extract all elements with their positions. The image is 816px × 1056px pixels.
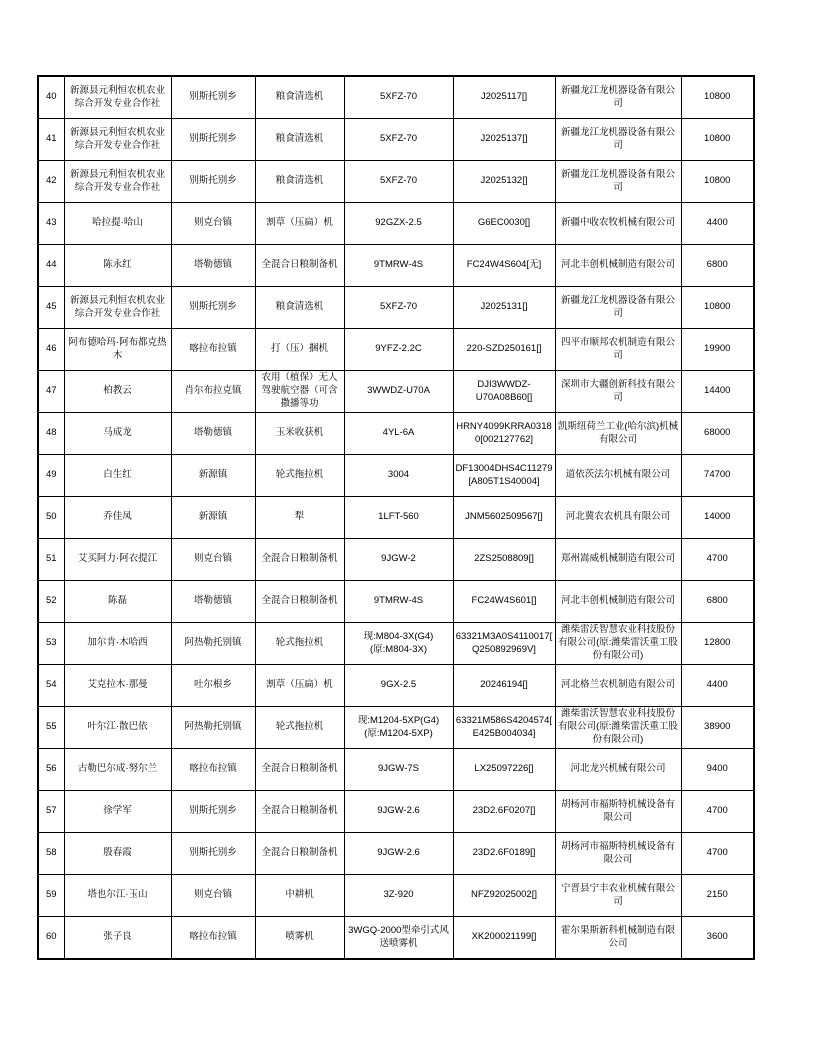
cell-serial: NFZ92025002[] bbox=[453, 875, 555, 917]
table-row bbox=[38, 581, 754, 623]
cell-manufacturer: 道依茨法尔机械有限公司 bbox=[555, 455, 681, 497]
cell-amount: 10800 bbox=[681, 161, 754, 203]
cell-serial: G6EC0030[] bbox=[453, 203, 555, 245]
cell-manufacturer: 凯斯纽荷兰工业(哈尔滨)机械有限公司 bbox=[555, 413, 681, 455]
table-row bbox=[38, 329, 754, 371]
cell-serial: 23D2.6F0207[] bbox=[453, 791, 555, 833]
table-row bbox=[38, 665, 754, 707]
cell-serial: J2025117[] bbox=[453, 76, 555, 119]
cell-no: 40 bbox=[38, 76, 64, 119]
cell-name: 哈拉提·哈山 bbox=[64, 203, 171, 245]
cell-manufacturer: 霍尔果斯新科机械制造有限公司 bbox=[555, 917, 681, 960]
cell-serial: HRNY4099KRRA03180[002127762] bbox=[453, 413, 555, 455]
cell-name: 殷春霞 bbox=[64, 833, 171, 875]
cell-town: 别斯托别乡 bbox=[171, 287, 255, 329]
table-row bbox=[38, 917, 754, 960]
cell-amount: 4400 bbox=[681, 203, 754, 245]
cell-machine-type: 全混合日粮制备机 bbox=[255, 791, 344, 833]
cell-amount: 10800 bbox=[681, 119, 754, 161]
cell-machine-type: 犁 bbox=[255, 497, 344, 539]
cell-no: 50 bbox=[38, 497, 64, 539]
cell-town: 喀拉布拉镇 bbox=[171, 749, 255, 791]
cell-town: 新源镇 bbox=[171, 455, 255, 497]
cell-name: 陈磊 bbox=[64, 581, 171, 623]
cell-manufacturer: 潍柴雷沃智慧农业科技股份有限公司(原:潍柴雷沃重工股份有限公司) bbox=[555, 623, 681, 665]
cell-amount: 6800 bbox=[681, 581, 754, 623]
table-row bbox=[38, 119, 754, 161]
cell-town: 塔勒德镇 bbox=[171, 581, 255, 623]
cell-machine-type: 轮式拖拉机 bbox=[255, 623, 344, 665]
cell-amount: 14000 bbox=[681, 497, 754, 539]
cell-no: 57 bbox=[38, 791, 64, 833]
cell-model: 3004 bbox=[344, 455, 453, 497]
cell-amount: 12800 bbox=[681, 623, 754, 665]
table-row bbox=[38, 371, 754, 413]
cell-name: 加尔肯·木哈西 bbox=[64, 623, 171, 665]
table-row bbox=[38, 539, 754, 581]
table-row bbox=[38, 287, 754, 329]
cell-serial: 63321M3A0S4110017[Q250892969V] bbox=[453, 623, 555, 665]
cell-manufacturer: 胡杨河市福斯特机械设备有限公司 bbox=[555, 833, 681, 875]
cell-amount: 68000 bbox=[681, 413, 754, 455]
cell-serial: XK200021199[] bbox=[453, 917, 555, 960]
cell-town: 则克台镇 bbox=[171, 539, 255, 581]
cell-town: 别斯托别乡 bbox=[171, 161, 255, 203]
table-row bbox=[38, 245, 754, 287]
cell-no: 41 bbox=[38, 119, 64, 161]
cell-machine-type: 全混合日粮制备机 bbox=[255, 749, 344, 791]
cell-model: 9JGW-2.6 bbox=[344, 791, 453, 833]
cell-manufacturer: 郑州嵩威机械制造有限公司 bbox=[555, 539, 681, 581]
table-body bbox=[38, 76, 754, 959]
cell-name: 徐学军 bbox=[64, 791, 171, 833]
cell-no: 56 bbox=[38, 749, 64, 791]
table-row bbox=[38, 791, 754, 833]
cell-machine-type: 农用（植保）无人驾驶航空器（可含撒播等功 bbox=[255, 371, 344, 413]
table-row bbox=[38, 707, 754, 749]
cell-town: 阿热勒托别镇 bbox=[171, 707, 255, 749]
cell-serial: FC24W4S604[无] bbox=[453, 245, 555, 287]
cell-machine-type: 全混合日粮制备机 bbox=[255, 833, 344, 875]
cell-manufacturer: 河北丰创机械制造有限公司 bbox=[555, 245, 681, 287]
cell-name: 艾买阿力·阿衣提江 bbox=[64, 539, 171, 581]
cell-manufacturer: 河北冀农农机具有限公司 bbox=[555, 497, 681, 539]
cell-name: 阿布德哈玛·阿布都克热木 bbox=[64, 329, 171, 371]
cell-machine-type: 粮食清选机 bbox=[255, 161, 344, 203]
cell-town: 别斯托别乡 bbox=[171, 833, 255, 875]
cell-manufacturer: 河北丰创机械制造有限公司 bbox=[555, 581, 681, 623]
cell-town: 喀拉布拉镇 bbox=[171, 329, 255, 371]
cell-serial: J2025131[] bbox=[453, 287, 555, 329]
cell-amount: 10800 bbox=[681, 76, 754, 119]
cell-model: 5XFZ-70 bbox=[344, 161, 453, 203]
cell-no: 58 bbox=[38, 833, 64, 875]
table-row bbox=[38, 833, 754, 875]
subsidy-table bbox=[37, 75, 755, 960]
cell-name: 叶尔江·散巴依 bbox=[64, 707, 171, 749]
cell-model: 5XFZ-70 bbox=[344, 287, 453, 329]
cell-model: 9GX-2.5 bbox=[344, 665, 453, 707]
cell-town: 阿热勒托别镇 bbox=[171, 623, 255, 665]
cell-no: 49 bbox=[38, 455, 64, 497]
table-row bbox=[38, 875, 754, 917]
cell-machine-type: 轮式拖拉机 bbox=[255, 455, 344, 497]
cell-machine-type: 全混合日粮制备机 bbox=[255, 539, 344, 581]
cell-town: 别斯托别乡 bbox=[171, 791, 255, 833]
cell-manufacturer: 新疆龙江龙机器设备有限公司 bbox=[555, 161, 681, 203]
table-row bbox=[38, 76, 754, 119]
cell-no: 48 bbox=[38, 413, 64, 455]
cell-no: 45 bbox=[38, 287, 64, 329]
cell-manufacturer: 新疆中收农牧机械有限公司 bbox=[555, 203, 681, 245]
cell-model: 9TMRW-4S bbox=[344, 245, 453, 287]
cell-town: 则克台镇 bbox=[171, 203, 255, 245]
cell-amount: 4700 bbox=[681, 833, 754, 875]
table-row bbox=[38, 203, 754, 245]
cell-machine-type: 割草（压扁）机 bbox=[255, 203, 344, 245]
table-row bbox=[38, 455, 754, 497]
cell-town: 新源镇 bbox=[171, 497, 255, 539]
cell-serial: J2025132[] bbox=[453, 161, 555, 203]
cell-model: 9JGW-2.6 bbox=[344, 833, 453, 875]
cell-amount: 6800 bbox=[681, 245, 754, 287]
cell-machine-type: 粮食清选机 bbox=[255, 119, 344, 161]
cell-town: 喀拉布拉镇 bbox=[171, 917, 255, 960]
cell-town: 别斯托别乡 bbox=[171, 76, 255, 119]
cell-machine-type: 轮式拖拉机 bbox=[255, 707, 344, 749]
cell-model: 9YFZ-2.2C bbox=[344, 329, 453, 371]
cell-town: 塔勒德镇 bbox=[171, 413, 255, 455]
cell-amount: 3600 bbox=[681, 917, 754, 960]
cell-manufacturer: 河北龙兴机械有限公司 bbox=[555, 749, 681, 791]
cell-no: 59 bbox=[38, 875, 64, 917]
cell-serial: 63321M586S4204574[E425B004034] bbox=[453, 707, 555, 749]
cell-machine-type: 喷雾机 bbox=[255, 917, 344, 960]
cell-name: 乔佳凤 bbox=[64, 497, 171, 539]
cell-model: 4YL-6A bbox=[344, 413, 453, 455]
cell-serial: JNM5602509567[] bbox=[453, 497, 555, 539]
cell-name: 新源县元利恒农机农业综合开发专业合作社 bbox=[64, 287, 171, 329]
cell-amount: 4700 bbox=[681, 791, 754, 833]
cell-serial: LX25097226[] bbox=[453, 749, 555, 791]
cell-amount: 4400 bbox=[681, 665, 754, 707]
cell-model: 5XFZ-70 bbox=[344, 76, 453, 119]
cell-manufacturer: 深圳市大疆创新科技有限公司 bbox=[555, 371, 681, 413]
cell-manufacturer: 胡杨河市福斯特机械设备有限公司 bbox=[555, 791, 681, 833]
cell-manufacturer: 新疆龙江龙机器设备有限公司 bbox=[555, 287, 681, 329]
cell-amount: 2150 bbox=[681, 875, 754, 917]
cell-machine-type: 打（压）捆机 bbox=[255, 329, 344, 371]
cell-model: 9JGW-7S bbox=[344, 749, 453, 791]
cell-serial: 20246194[] bbox=[453, 665, 555, 707]
cell-town: 别斯托别乡 bbox=[171, 119, 255, 161]
cell-no: 46 bbox=[38, 329, 64, 371]
cell-manufacturer: 潍柴雷沃智慧农业科技股份有限公司(原:潍柴雷沃重工股份有限公司) bbox=[555, 707, 681, 749]
cell-model: 3WWDZ-U70A bbox=[344, 371, 453, 413]
cell-name: 古勒巴尔成·努尔兰 bbox=[64, 749, 171, 791]
cell-serial: DF13004DHS4C11279[A805T1S40004] bbox=[453, 455, 555, 497]
cell-serial: J2025137[] bbox=[453, 119, 555, 161]
table-row bbox=[38, 623, 754, 665]
cell-amount: 38900 bbox=[681, 707, 754, 749]
cell-town: 塔勒德镇 bbox=[171, 245, 255, 287]
cell-name: 张子良 bbox=[64, 917, 171, 960]
cell-machine-type: 粮食清选机 bbox=[255, 76, 344, 119]
cell-machine-type: 中耕机 bbox=[255, 875, 344, 917]
table-row bbox=[38, 749, 754, 791]
cell-manufacturer: 新疆龙江龙机器设备有限公司 bbox=[555, 76, 681, 119]
cell-name: 陈永红 bbox=[64, 245, 171, 287]
cell-no: 54 bbox=[38, 665, 64, 707]
cell-no: 60 bbox=[38, 917, 64, 960]
cell-model: 3WGQ-2000型牵引式风送喷雾机 bbox=[344, 917, 453, 960]
cell-serial: FC24W4S601[] bbox=[453, 581, 555, 623]
cell-machine-type: 割草（压扁）机 bbox=[255, 665, 344, 707]
cell-amount: 19900 bbox=[681, 329, 754, 371]
cell-no: 47 bbox=[38, 371, 64, 413]
cell-town: 肖尔布拉克镇 bbox=[171, 371, 255, 413]
table-row bbox=[38, 497, 754, 539]
table-row bbox=[38, 161, 754, 203]
cell-serial: 220-SZD250161[] bbox=[453, 329, 555, 371]
cell-no: 51 bbox=[38, 539, 64, 581]
cell-amount: 10800 bbox=[681, 287, 754, 329]
cell-name: 新源县元利恒农机农业综合开发专业合作社 bbox=[64, 119, 171, 161]
cell-machine-type: 粮食清选机 bbox=[255, 287, 344, 329]
cell-name: 白生红 bbox=[64, 455, 171, 497]
cell-name: 塔也尔江·玉山 bbox=[64, 875, 171, 917]
cell-town: 吐尔根乡 bbox=[171, 665, 255, 707]
cell-machine-type: 全混合日粮制备机 bbox=[255, 581, 344, 623]
cell-town: 则克台镇 bbox=[171, 875, 255, 917]
cell-model: 9TMRW-4S bbox=[344, 581, 453, 623]
cell-manufacturer: 河北格兰农机制造有限公司 bbox=[555, 665, 681, 707]
cell-no: 42 bbox=[38, 161, 64, 203]
cell-name: 艾克拉木·那曼 bbox=[64, 665, 171, 707]
cell-name: 新源县元利恒农机农业综合开发专业合作社 bbox=[64, 76, 171, 119]
cell-name: 新源县元利恒农机农业综合开发专业合作社 bbox=[64, 161, 171, 203]
cell-no: 44 bbox=[38, 245, 64, 287]
cell-name: 马成龙 bbox=[64, 413, 171, 455]
cell-serial: 2ZS2508809[] bbox=[453, 539, 555, 581]
cell-manufacturer: 新疆龙江龙机器设备有限公司 bbox=[555, 119, 681, 161]
cell-manufacturer: 宁晋县宁丰农业机械有限公司 bbox=[555, 875, 681, 917]
cell-amount: 9400 bbox=[681, 749, 754, 791]
cell-amount: 14400 bbox=[681, 371, 754, 413]
cell-machine-type: 玉米收获机 bbox=[255, 413, 344, 455]
cell-model: 9JGW-2 bbox=[344, 539, 453, 581]
cell-model: 92GZX-2.5 bbox=[344, 203, 453, 245]
cell-manufacturer: 四平市顺邦农机制造有限公司 bbox=[555, 329, 681, 371]
cell-model: 1LFT-560 bbox=[344, 497, 453, 539]
cell-no: 52 bbox=[38, 581, 64, 623]
cell-machine-type: 全混合日粮制备机 bbox=[255, 245, 344, 287]
cell-no: 55 bbox=[38, 707, 64, 749]
cell-serial: 23D2.6F0189[] bbox=[453, 833, 555, 875]
table-row bbox=[38, 413, 754, 455]
cell-amount: 4700 bbox=[681, 539, 754, 581]
cell-no: 43 bbox=[38, 203, 64, 245]
cell-model: 5XFZ-70 bbox=[344, 119, 453, 161]
cell-amount: 74700 bbox=[681, 455, 754, 497]
cell-serial: DJI3WWDZ-U70A08B60[] bbox=[453, 371, 555, 413]
cell-name: 柏教云 bbox=[64, 371, 171, 413]
cell-model: 3Z-920 bbox=[344, 875, 453, 917]
cell-no: 53 bbox=[38, 623, 64, 665]
cell-model: 现:M804-3X(G4)(原:M804-3X) bbox=[344, 623, 453, 665]
cell-model: 现:M1204-5XP(G4)(原:M1204-5XP) bbox=[344, 707, 453, 749]
